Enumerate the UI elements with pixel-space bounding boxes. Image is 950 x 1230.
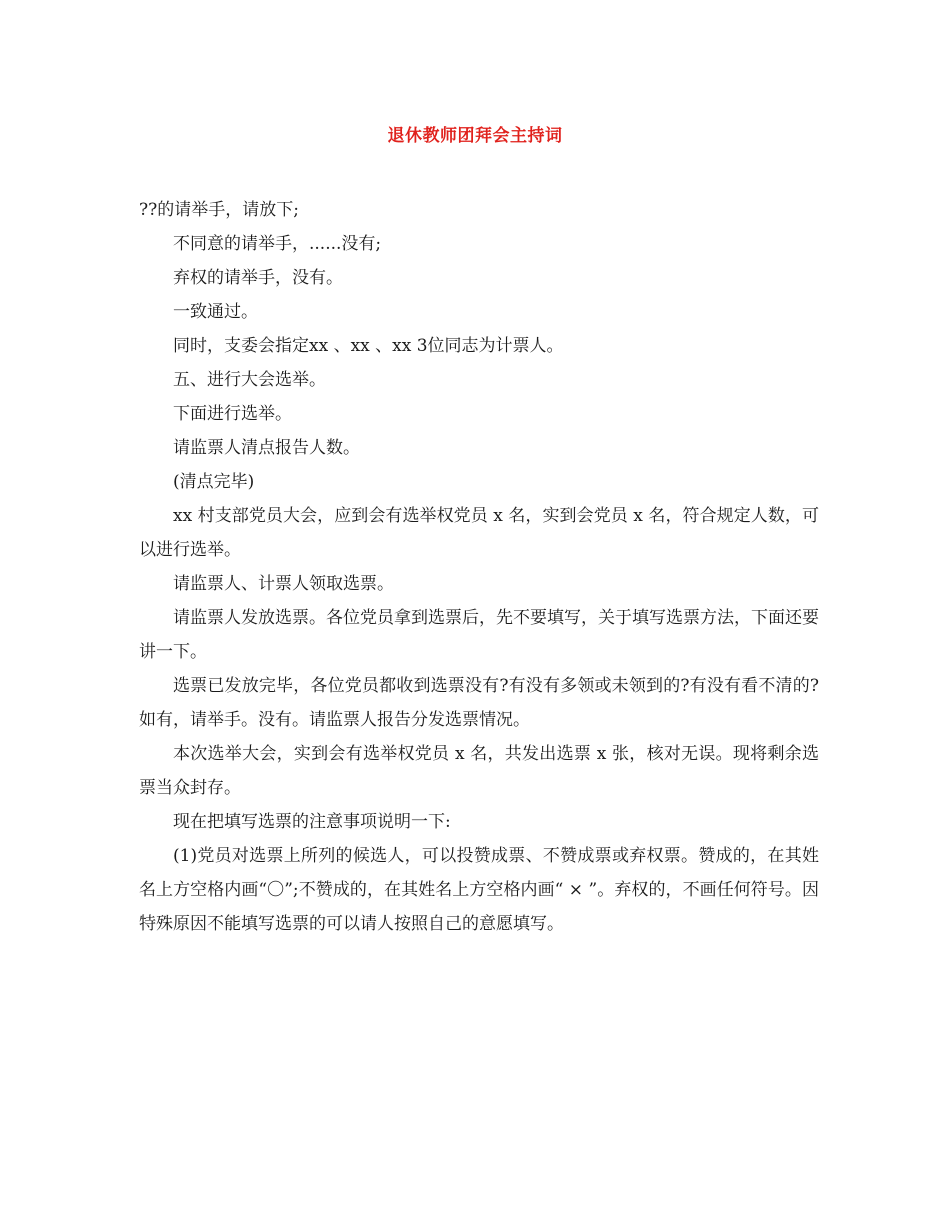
paragraph-12: 请监票人发放选票。各位党员拿到选票后，先不要填写，关于填写选票方法，下面还要讲一下。 xyxy=(139,608,819,662)
paragraph-8: 请监票人清点报告人数。 xyxy=(173,438,360,458)
paragraph-2: 不同意的请举手，......没有; xyxy=(173,234,382,254)
paragraph-9: (清点完毕) xyxy=(173,472,255,492)
paragraph-13: 选票已发放完毕，各位党员都收到选票没有?有没有多领或未领到的?有没有看不清的?如有，请举手。没有。请监票人报告分发选票情况。 xyxy=(139,676,819,730)
document-body xyxy=(139,193,819,941)
paragraph-6: 五、进行大会选举。 xyxy=(173,370,326,390)
paragraph-4: 一致通过。 xyxy=(173,302,258,322)
paragraph-15: 现在把填写选票的注意事项说明一下: xyxy=(173,812,451,832)
paragraph-5: 同时，支委会指定xx 、xx 、xx 3位同志为计票人。 xyxy=(173,336,564,356)
paragraph-7: 下面进行选举。 xyxy=(173,404,292,424)
paragraph-3: 弃权的请举手，没有。 xyxy=(173,268,343,288)
paragraph-16: (1)党员对选票上所列的候选人，可以投赞成票、不赞成票或弃权票。赞成的，在其姓名上方空格内画“〇”;不赞成的，在其姓名上方空格内画“ × ”。弃权的，不画任何符号。因特殊原因不能填写选票的可以请人按照自己的意愿填写。 xyxy=(139,846,819,934)
paragraph-11: 请监票人、计票人领取选票。 xyxy=(173,574,394,594)
paragraph-1: ??的请举手，请放下; xyxy=(139,200,299,220)
paragraph-10: xx 村支部党员大会，应到会有选举权党员 x 名，实到会党员 x 名，符合规定人数，可以进行选举。 xyxy=(139,506,819,560)
paragraph-14: 本次选举大会，实到会有选举权党员 x 名，共发出选票 x 张，核对无误。现将剩余选票当众封存。 xyxy=(139,744,819,798)
document-title: 退休教师团拜会主持词 xyxy=(387,126,563,146)
